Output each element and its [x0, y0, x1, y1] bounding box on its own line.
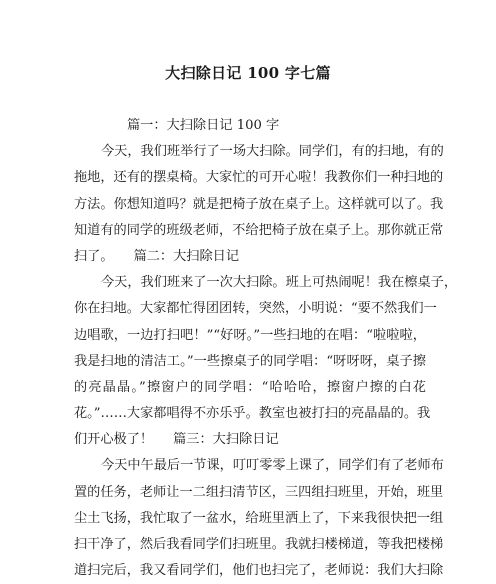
- section-heading: 篇三：大扫除日记: [173, 432, 279, 448]
- text-line: 我是扫地的清洁工。”一些擦桌子的同学唱：“呀呀呀，桌子擦: [74, 353, 426, 369]
- text-line: 的亮晶晶。”擦窗户的同学唱：“哈哈哈，擦窗户擦的白花: [74, 379, 426, 395]
- text-line: [74, 244, 426, 270]
- text-line: 置的任务，老师让一二组扫清节区，三四组扫班里，开始，班里: [74, 484, 444, 500]
- text-line: 尘土飞扬，我忙取了一盆水，给班里洒上了，下来我很快把一组: [74, 510, 444, 526]
- text-line: 边唱歌，一边打扫吧！”“好呀。”一些扫地的在唱：“啦啦啦，: [74, 327, 426, 343]
- paragraph-end: 扫了。: [74, 248, 114, 264]
- document-body: [74, 113, 458, 584]
- section-heading: 篇一：大扫除日记 100 字: [127, 118, 280, 133]
- text-line: 今天，我们班来了一次大扫除。班上可热闹呢！我在檫桌子，: [101, 275, 458, 291]
- text-line: [74, 113, 426, 139]
- text-line: 方法。你想知道吗？就是把椅子放在桌子上。这样就可以了。我: [74, 196, 444, 212]
- text-line: 知道有的同学的班级老师，不给把椅子放在桌子上。那你就正常: [74, 222, 444, 238]
- document-title: 大扫除日记 100 字七篇: [165, 64, 331, 82]
- text-line: 拖地，还有的摆桌椅。大家忙的可开心啦！我教你们一种扫地的: [74, 170, 444, 186]
- text-line: 今天中午最后一节课，叮叮零零上课了，同学们有了老师布: [101, 458, 444, 474]
- section-heading: 篇二：大扫除日记: [133, 248, 240, 264]
- paragraph-end: 们开心极了！: [74, 432, 154, 448]
- text-line: 你在扫地。大家都忙得团团转，突然，小明说：“要不然我们一: [74, 301, 437, 317]
- text-line: 今天，我们班举行了一场大扫除。同学们，有的扫地，有的: [101, 144, 444, 160]
- text-line: [74, 427, 426, 453]
- text-line: 扫干净了，然后我看同学们扫班里。我就扫楼梯道，等我把楼梯: [74, 537, 444, 552]
- text-line: 道扫完后，我又看同学们，他们也扫完了，老师说：我们大扫除: [74, 563, 444, 579]
- text-line: 花。”……大家都唱得不亦乐乎。教室也被打扫的亮晶晶的。我: [74, 406, 431, 422]
